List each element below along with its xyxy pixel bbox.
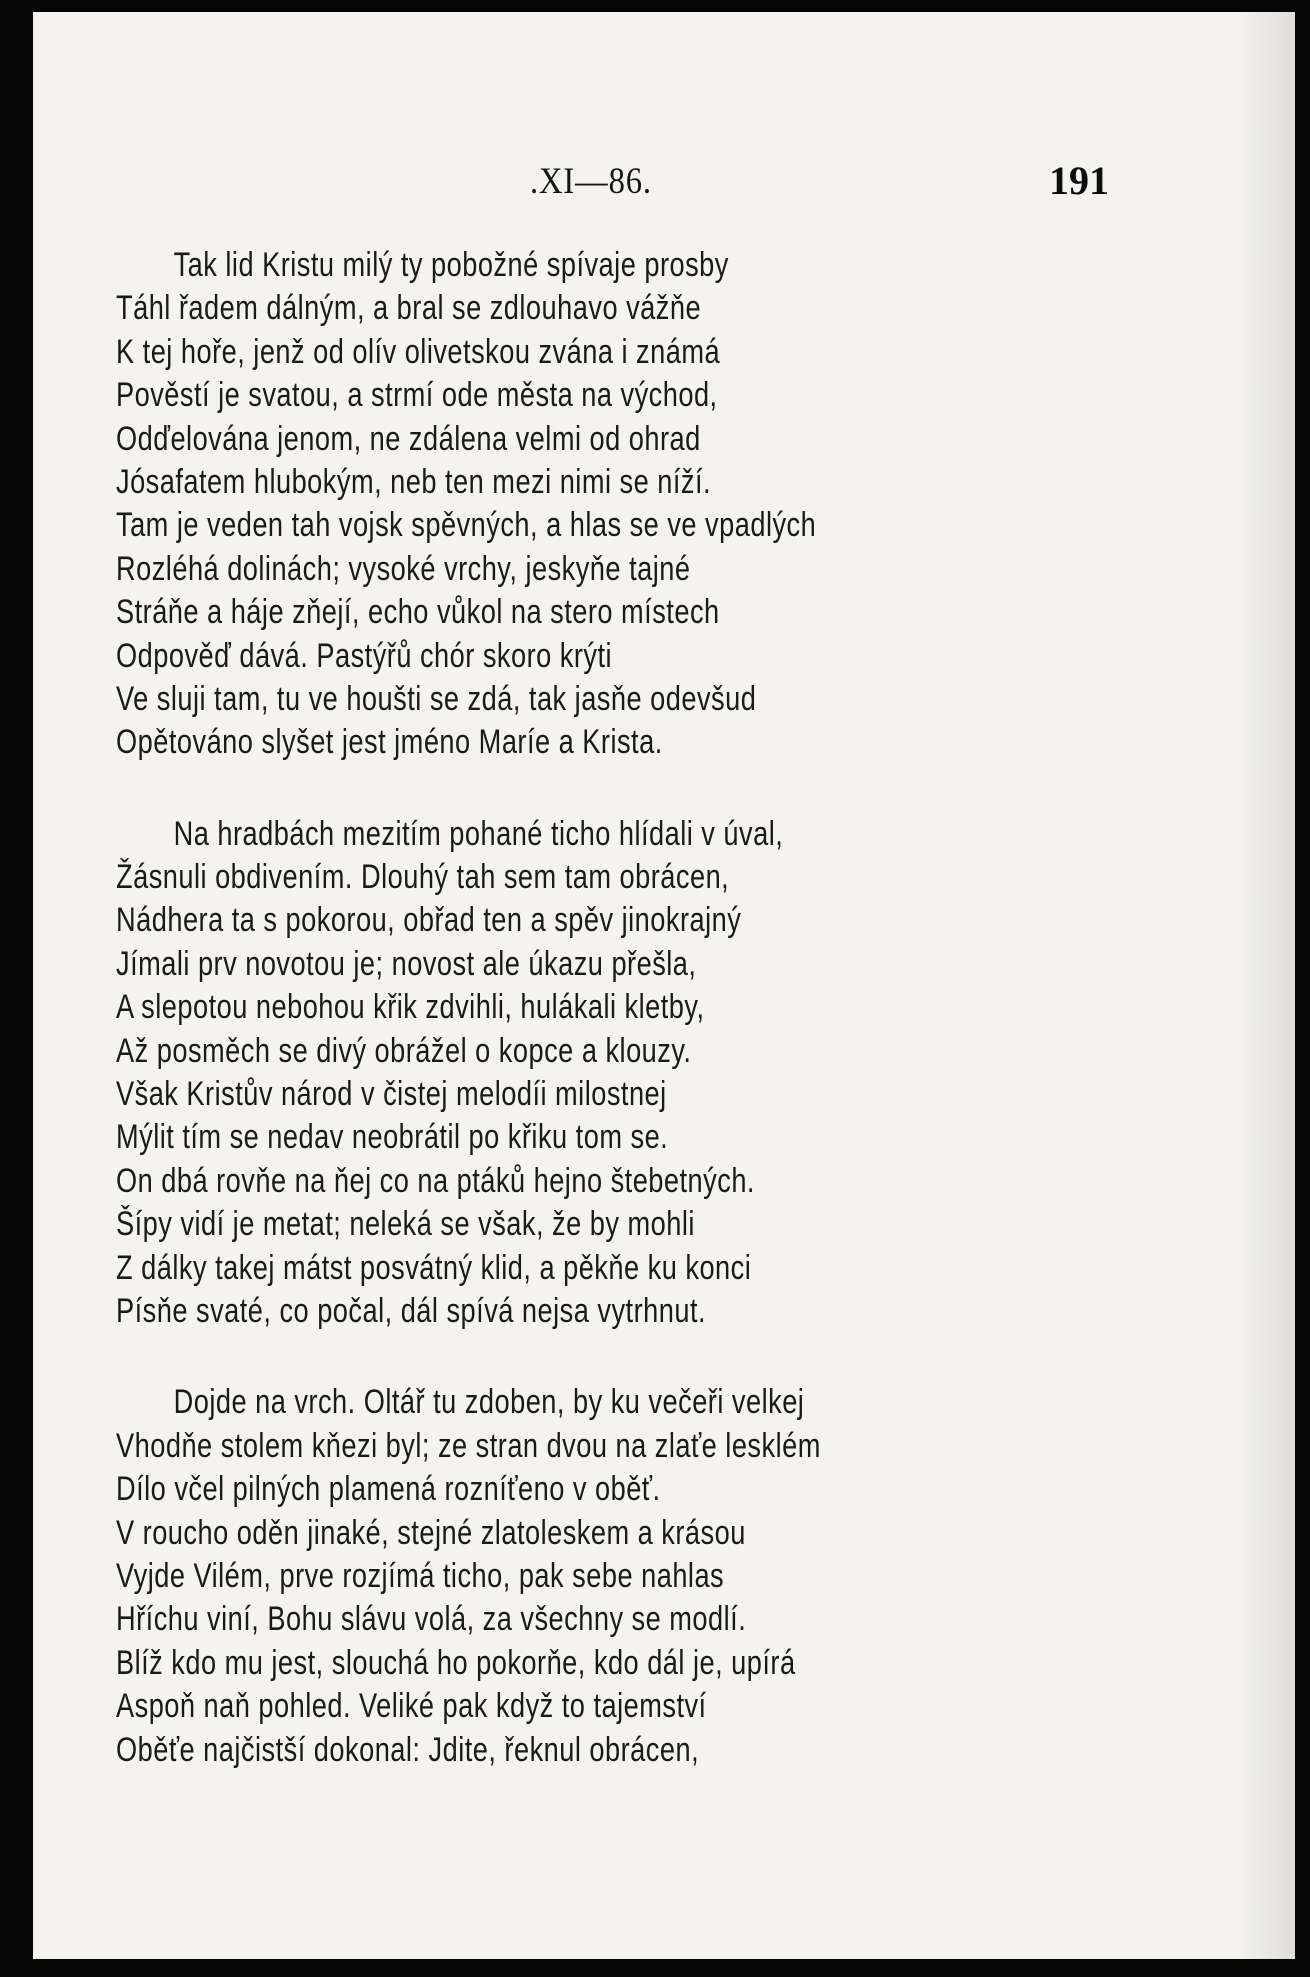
verse-line: Tak lid Kristu milý ty pobožné spívaje prosby bbox=[173, 246, 729, 284]
verse-line: Šípy vidí je metat; neleká se však, že by mohli bbox=[116, 1205, 695, 1244]
verse-line: Vyjde Vilém, prve rozjímá ticho, pak sebe nahlas bbox=[116, 1556, 725, 1595]
verse-line: Odďelována jenom, ne zdálena velmi od ohrad bbox=[116, 419, 701, 458]
scan-edge-shade bbox=[1235, 12, 1295, 1959]
verse-line: K tej hoře, jenž od olív olivetskou zvána i známá bbox=[116, 332, 721, 371]
verse-line: Hříchu viní, Bohu slávu volá, za všechny se modlí. bbox=[116, 1600, 747, 1639]
verse-line: V roucho oděn jinaké, stejné zlatoleskem a krásou bbox=[116, 1513, 746, 1552]
verse-line: Však Kristův národ v čistej melodíi milostnej bbox=[116, 1075, 667, 1114]
verse-line: Mýlit tím se nedav neobrátil po křiku tom se. bbox=[116, 1118, 669, 1157]
verse-line: A slepotou nebohou křik zdvihli, hulákali kletby, bbox=[116, 988, 705, 1027]
verse-line: Stráňe a háje zňejí, echo vůkol na stero místech bbox=[116, 593, 720, 632]
verse-line: Na hradbách mezitím pohané ticho hlídali v úval, bbox=[173, 814, 784, 853]
verse-line: Ve sluji tam, tu ve houšti se zdá, tak jasňe odevšud bbox=[116, 679, 757, 718]
verse-line: Pověstí je svatou, a strmí ode města na východ, bbox=[116, 376, 718, 415]
verse-line: Oběťe najčistší dokonal: Jdite, řeknul obrácen, bbox=[116, 1730, 700, 1769]
verse-line: Odpověď dává. Pastýřů chór skoro krýti bbox=[116, 636, 613, 675]
verse-line: Nádhera ta s pokorou, obřad ten a spěv jinokrajný bbox=[116, 901, 742, 940]
verse-line: Rozléhá dolinách; vysoké vrchy, jeskyňe tajné bbox=[116, 549, 691, 588]
signature-mark: .XI—86. bbox=[530, 161, 652, 202]
verse-line: Až posměch se divý obrážel o kopce a klouzy. bbox=[116, 1031, 692, 1070]
verse-line: Opětováno slyšet jest jméno Maríe a Krista. bbox=[116, 723, 663, 762]
book-page bbox=[33, 12, 1295, 1959]
verse-line: Jósafatem hlubokým, neb ten mezi nimi se níží. bbox=[116, 462, 712, 501]
verse-line: Vhodňe stolem kňezi byl; ze stran dvou na zlaťe lesklém bbox=[116, 1426, 821, 1465]
page-header bbox=[33, 160, 1295, 210]
stanza-1 bbox=[116, 244, 1156, 765]
verse-line: On dbá rovňe na ňej co na ptáků hejno štebetných. bbox=[116, 1161, 755, 1200]
verse-line: Jímali prv novotou je; novost ale úkazu přešla, bbox=[116, 944, 697, 983]
stanza-2 bbox=[116, 813, 1156, 1334]
verse-line: Blíž kdo mu jest, slouchá ho pokorňe, kdo dál je, upírá bbox=[116, 1643, 796, 1682]
verse-line: Táhl řadem dálným, a bral se zdlouhavo vážňe bbox=[116, 289, 702, 328]
verse-line: Dílo včel pilných plamená rozníťeno v oběť. bbox=[116, 1470, 661, 1509]
stanza-3 bbox=[116, 1381, 1156, 1772]
verse-line: Tam je veden tah vojsk spěvných, a hlas se ve vpadlých bbox=[116, 506, 817, 545]
verse-line: Žásnuli obdivením. Dlouhý tah sem tam obrácen, bbox=[116, 858, 730, 897]
page-number: 191 bbox=[1049, 158, 1109, 203]
verse-line: Dojde na vrch. Oltář tu zdoben, by ku večeři velkej bbox=[173, 1383, 805, 1422]
verse-line: Aspoň naň pohled. Veliké pak když to tajemství bbox=[116, 1687, 707, 1726]
poem-text bbox=[116, 244, 1156, 1772]
verse-line: Písňe svaté, co počal, dál spívá nejsa vytrhnut. bbox=[116, 1291, 707, 1330]
verse-line: Z dálky takej mátst posvátný klid, a pěkňe ku konci bbox=[116, 1248, 752, 1287]
